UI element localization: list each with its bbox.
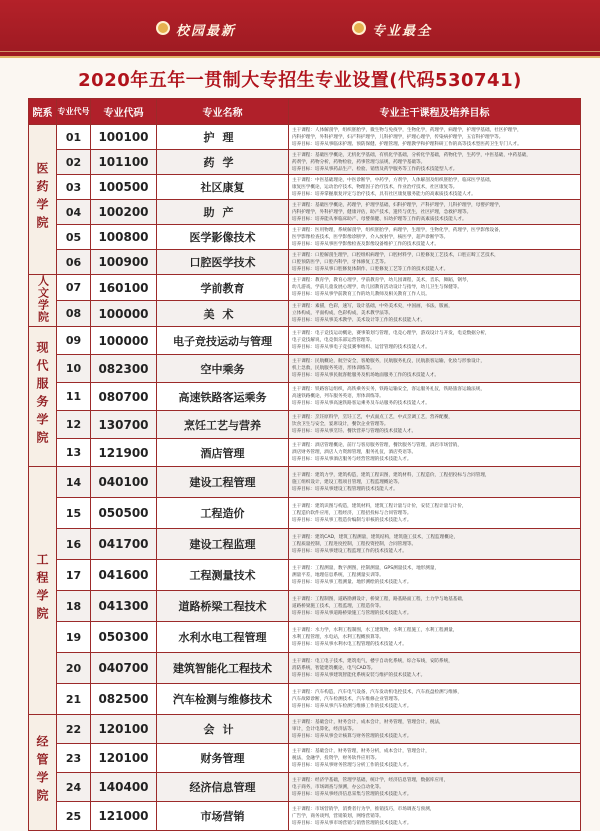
description-line: 主干课程：铁路客运组织，高铁乘务实务，铁路运输安全，客运服务礼仪，铁路旅客运输法规， — [292, 387, 485, 392]
program-description — [289, 467, 581, 498]
description-line: 康复医学概论，运动治疗技术，物理因子治疗技术，作业治疗技术，社区康复等。 — [292, 184, 458, 190]
description-line: 培养目标：培养从事汽车检测与维修工作的技术技能人才。 — [292, 703, 412, 709]
program-code: 100900 — [91, 250, 157, 275]
description-line: 立体构成，平面构成，色彩构成，美术教学法等。 — [292, 311, 394, 316]
program-code: 120100 — [91, 715, 157, 744]
description-line: 培养目标：培养从事市场营销与销售管理的技术技能人才。 — [292, 820, 412, 826]
program-description — [289, 498, 581, 529]
program-number: 23 — [57, 744, 91, 773]
program-name: 汽车检测与维修技术 — [157, 684, 289, 715]
program-code: 121900 — [91, 439, 157, 467]
description-line: 测量平差，地理信息系统，工程测量实训等。 — [292, 572, 384, 578]
program-description — [289, 175, 581, 200]
description-line: 培养目标：培养从事高速铁路客运乘务及车站服务的技术技能人才。 — [292, 401, 430, 406]
program-name: 学前教育 — [157, 275, 289, 301]
description-line: 内科护理学，外科护理学，健康评估，助产技术，遗传与优生，社区护理，急救护理等。 — [292, 209, 472, 215]
program-number: 09 — [57, 327, 91, 355]
program-number: 24 — [57, 773, 91, 802]
description-line: 主干课程：人体解剖学，组织胚胎学，微生物与免疫学，生物化学，药理学，病理学，护理学基础，社区护理学， — [292, 127, 522, 133]
department-name: 工程学院 — [35, 553, 49, 625]
program-number: 19 — [57, 622, 91, 653]
table-row — [29, 383, 581, 411]
program-number: 07 — [57, 275, 91, 301]
program-code: 082500 — [91, 684, 157, 715]
table-row — [29, 355, 581, 383]
program-number: 06 — [57, 250, 91, 275]
description-line: 医学影像检查技术，医学影像诊断学，介入放射学，核医学，超声诊断学等。 — [292, 234, 449, 240]
program-name: 口腔医学技术 — [157, 250, 289, 275]
description-line: 道路桥梁施工技术，工程监理，工程造价等。 — [292, 603, 384, 609]
program-code: 041700 — [91, 529, 157, 560]
program-number: 22 — [57, 715, 91, 744]
program-code: 041600 — [91, 560, 157, 591]
program-number: 04 — [57, 200, 91, 225]
program-description — [289, 684, 581, 715]
table-row — [29, 125, 581, 150]
program-code: 041300 — [91, 591, 157, 622]
department-cell — [29, 125, 57, 275]
description-line: 口腔预防医学，口腔内科学，牙体修复工艺等。 — [292, 259, 389, 265]
table-row — [29, 744, 581, 773]
program-name: 助产 — [157, 200, 289, 225]
description-line: 内科护理学，外科护理学，妇产科护理学，儿科护理学，护理心理学，传染病护理学，五官科护理学等。 — [292, 134, 504, 140]
description-line: 汽车故障诊断，汽车检测技术，汽车维修企业管理等。 — [292, 696, 403, 702]
program-description — [289, 591, 581, 622]
table-row — [29, 773, 581, 802]
program-description — [289, 150, 581, 175]
program-name: 建筑智能化工程技术 — [157, 653, 289, 684]
program-description — [289, 125, 581, 150]
program-number: 01 — [57, 125, 91, 150]
program-description — [289, 327, 581, 355]
program-code: 100800 — [91, 225, 157, 250]
program-description — [289, 411, 581, 439]
description-line: 主干课程：工程测量，数字测图，控制测量，GPS测量技术，地形测量， — [292, 565, 440, 571]
bullet-icon — [156, 21, 170, 35]
department-cell — [29, 467, 57, 715]
program-name: 经济信息管理 — [157, 773, 289, 802]
description-line: 主干课程：建筑识图与构造，建筑材料，建筑工程计量与计价，安装工程计量与计价， — [292, 503, 467, 509]
description-line: 主干课程：经济学基础，管理学基础，统计学，经济信息管理，数据库应用， — [292, 777, 449, 783]
program-number: 11 — [57, 383, 91, 411]
description-line: 主干课程：中医基础理论，中医诊断学，中药学，方剂学，人体解剖及组织胚胎学，临床医学基础， — [292, 177, 495, 183]
description-line: 饮食卫生与安全，宴席设计，餐饮企业管理等。 — [292, 422, 389, 427]
program-name: 医学影像技术 — [157, 225, 289, 250]
program-code: 121000 — [91, 802, 157, 831]
description-line: 药剂学，药物分析，药物检验，药事管理与法规，药理学基础等。 — [292, 159, 426, 165]
table-row — [29, 684, 581, 715]
program-number: 14 — [57, 467, 91, 498]
description-line: 幼儿游戏，学前儿童发展心理学，幼儿园教育活动设计与指导，幼儿卫生与保健等。 — [292, 285, 462, 290]
description-line: 培养目标：培养从事建设工程监理工作的技术技能人才。 — [292, 548, 407, 554]
program-name: 市场营销 — [157, 802, 289, 831]
description-line: 主干课程：水力学，水利工程制图，水工建筑物，水利工程施工，水利工程测量， — [292, 627, 458, 633]
page-title: 2020年五年一贯制大专招生专业设置(代码530741) — [78, 70, 522, 91]
column-header-program-no: 专业代号 — [57, 99, 91, 125]
program-code: 080700 — [91, 383, 157, 411]
program-number: 02 — [57, 150, 91, 175]
table-header-row — [29, 99, 581, 125]
description-line: 主干课程：烹饪原料学，烹饪工艺，中式面点工艺，中式烹调工艺，营养配餐， — [292, 415, 453, 420]
table-row — [29, 529, 581, 560]
column-header-program-code: 专业代码 — [91, 99, 157, 125]
program-code: 100200 — [91, 200, 157, 225]
description-line: 培养目标：培养从事民航客舱服务及机场地面服务工作的技术技能人才。 — [292, 373, 440, 378]
description-line: 培养目标：培养从事建设工程管理的技术技能人才。 — [292, 486, 398, 492]
program-description — [289, 715, 581, 744]
description-line: 培养目标：培养从事水利水电工程管理的技术技能人才。 — [292, 641, 407, 647]
description-line: 培养目标：培养从事经济信息采集与管理的技术技能人才。 — [292, 791, 412, 797]
table-row — [29, 591, 581, 622]
program-number: 18 — [57, 591, 91, 622]
program-code: 082300 — [91, 355, 157, 383]
description-line: 培养目标：培养从事医学影像检查及影像设备维护工作的技术技能人才。 — [292, 241, 440, 247]
description-line: 工程质量控制，工程进度控制，工程投资控制，合同管理等。 — [292, 541, 417, 547]
program-name: 电子竞技运动与管理 — [157, 327, 289, 355]
description-line: 培养目标：培养掌握康复评定与治疗技术，具有社区康复服务能力的高素质技术技能人才。 — [292, 191, 476, 197]
program-code: 120100 — [91, 744, 157, 773]
program-table — [28, 98, 581, 831]
description-line: 广告学，商务谈判，营销策划，网络营销等。 — [292, 813, 384, 819]
table-row — [29, 653, 581, 684]
description-line: 培养目标：培养从事财务管理与分析工作的技术技能人才。 — [292, 762, 412, 768]
description-line: 主干课程：基础医学概论，药理学，护理学基础，妇科护理学，产科护理学，儿科护理学，母婴护理学， — [292, 202, 504, 208]
bullet-icon — [352, 21, 366, 35]
program-number: 12 — [57, 411, 91, 439]
description-line: 培养目标：培养从事工程造价编制与审核的技术技能人才。 — [292, 517, 412, 523]
program-name: 工程造价 — [157, 498, 289, 529]
program-description — [289, 301, 581, 327]
column-header-description: 专业主干课程及培养目标 — [289, 99, 581, 125]
department-cell — [29, 715, 57, 831]
program-description — [289, 439, 581, 467]
program-code: 050300 — [91, 622, 157, 653]
table-row — [29, 498, 581, 529]
description-line: 主干课程：基础会计，财务会计，成本会计，财务管理，管理会计，税法， — [292, 719, 444, 725]
table-row — [29, 301, 581, 327]
description-line: 主干课程：市场营销学，消费者行为学，推销技巧，市场调查与预测， — [292, 806, 435, 812]
table-row — [29, 439, 581, 467]
description-line: 主干课程：工程制图，道路勘测设计，桥梁工程，路基路面工程，土力学与地基基础， — [292, 596, 467, 602]
table-row — [29, 250, 581, 275]
description-line: 主干课程：基础医学概论，无机化学基础，有机化学基础，分析化学基础，药物化学，生药学，中医基础，中药基础， — [292, 152, 531, 158]
table-row — [29, 175, 581, 200]
program-code: 050500 — [91, 498, 157, 529]
header-left-label: 校园最新 — [176, 24, 237, 39]
program-number: 10 — [57, 355, 91, 383]
program-code: 100500 — [91, 175, 157, 200]
description-line: 主干课程：基础会计，财务管理，财务分析，成本会计，管理会计， — [292, 748, 430, 754]
description-line: 主干课程：教育学，教育心理学，学前教育学，幼儿园课程，美术，音乐，舞蹈，钢琴， — [292, 278, 472, 283]
program-code: 100100 — [91, 125, 157, 150]
description-line: 主干课程：素描，色彩，速写，设计基础，中外美术史，中国画，书法，版画， — [292, 304, 453, 309]
program-code: 101100 — [91, 150, 157, 175]
program-number: 13 — [57, 439, 91, 467]
description-line: 工程造价软件应用，工程经济，工程招投标与合同管理等。 — [292, 510, 412, 516]
program-code: 040100 — [91, 467, 157, 498]
program-name: 护理 — [157, 125, 289, 150]
table-row — [29, 802, 581, 831]
program-number: 21 — [57, 684, 91, 715]
department-name: 经管学院 — [35, 735, 49, 807]
program-description — [289, 529, 581, 560]
program-code: 040700 — [91, 653, 157, 684]
program-number: 05 — [57, 225, 91, 250]
program-description — [289, 383, 581, 411]
description-line: 主干课程：电子竞技运动概论，赛事策划与管理，电竞心理学，游戏设计与开发，电竞数据分析， — [292, 331, 490, 336]
program-name: 烹饪工艺与营养 — [157, 411, 289, 439]
description-line: 培养目标：培养从事临床护理、预防保健、护理管理、护理教学和护理科研工作的高等技术型医药卫生专门人才。 — [292, 141, 522, 147]
program-name: 水利水电工程管理 — [157, 622, 289, 653]
program-description — [289, 250, 581, 275]
program-description — [289, 773, 581, 802]
program-code: 160100 — [91, 275, 157, 301]
description-line: 培养目标：培养从事道路桥梁施工与管理的技术技能人才。 — [292, 610, 412, 616]
description-line: 主干课程：建筑CAD，建筑工程测量，建筑结构，建筑施工技术，工程监理概论， — [292, 534, 459, 540]
header-right-label: 专业最全 — [372, 24, 433, 39]
program-number: 25 — [57, 802, 91, 831]
description-line: 消防系统，智能建筑概论，电气CAD等。 — [292, 665, 376, 671]
description-line: 培养目标：培养从事建筑智能化系统安装与维护的技术技能人才。 — [292, 672, 426, 678]
description-line: 主干课程：建筑力学，建筑构造，建筑工程识图，建筑材料，工程造价，工程招投标与合同管理， — [292, 472, 490, 478]
program-number: 20 — [57, 653, 91, 684]
program-description — [289, 275, 581, 301]
description-line: 培养目标：培养从事美术教学、美术设计等工作的技术技能人才。 — [292, 318, 426, 323]
table-row — [29, 275, 581, 301]
description-line: 酒店财务管理，酒店人力资源管理，服务礼仪，酒店英语等。 — [292, 450, 417, 455]
program-number: 03 — [57, 175, 91, 200]
program-name: 工程测量技术 — [157, 560, 289, 591]
department-cell — [29, 275, 57, 327]
program-description — [289, 653, 581, 684]
description-line: 培养目标：培养能从事临床助产、母婴保健、妇幼护理等工作的高素质技术技能人才。 — [292, 216, 467, 222]
table-row — [29, 150, 581, 175]
program-code: 100000 — [91, 301, 157, 327]
table-row — [29, 715, 581, 744]
header-banner — [0, 0, 600, 58]
description-line: 主干课程：口腔解剖生理学，口腔组织病理学，口腔材料学，口腔修复工艺技术，口腔正畸工艺技术， — [292, 252, 499, 258]
description-line: 培养目标：培养从事烹饪、餐饮营养与管理的技术技能人才。 — [292, 429, 417, 434]
program-description — [289, 622, 581, 653]
program-code: 140400 — [91, 773, 157, 802]
column-header-department: 院系 — [29, 99, 57, 125]
program-code: 100000 — [91, 327, 157, 355]
program-description — [289, 200, 581, 225]
description-line: 培养目标：培养从事口腔修复体制作、口腔修复工艺等工作的技术技能人才。 — [292, 266, 449, 272]
column-header-program-name: 专业名称 — [157, 99, 289, 125]
program-description — [289, 355, 581, 383]
program-number: 08 — [57, 301, 91, 327]
description-line: 施工组织设计，建设工程项目管理，工程监理概论等。 — [292, 479, 403, 485]
table-row — [29, 411, 581, 439]
program-number: 15 — [57, 498, 91, 529]
department-cell — [29, 327, 57, 467]
table-row — [29, 200, 581, 225]
program-name: 社区康复 — [157, 175, 289, 200]
program-name: 高速铁路客运乘务 — [157, 383, 289, 411]
table-row — [29, 560, 581, 591]
program-name: 药学 — [157, 150, 289, 175]
table-row — [29, 327, 581, 355]
program-description — [289, 744, 581, 773]
program-name: 酒店管理 — [157, 439, 289, 467]
program-name: 空中乘务 — [157, 355, 289, 383]
department-name: 人文学院 — [36, 275, 50, 323]
department-name: 现代服务学院 — [35, 341, 49, 449]
description-line: 主干课程：医用物理，系统解剖学，组织胚胎学，病理学，生理学，生物化学，药理学，医学影像设备， — [292, 227, 504, 233]
program-name: 美术 — [157, 301, 289, 327]
program-name: 会计 — [157, 715, 289, 744]
department-name: 医药学院 — [35, 162, 49, 234]
description-line: 主干课程：酒店管理概论，前厅与客房服务管理，餐饮服务与管理，酒店市场营销， — [292, 443, 462, 448]
description-line: 电子竞技解说，电竞俱乐部运营管理等。 — [292, 338, 375, 343]
description-line: 电子商务，市场调查与预测，办公自动化等。 — [292, 784, 384, 790]
description-line: 审计，会计电算化，经济法等。 — [292, 726, 357, 732]
program-name: 道路桥梁工程技术 — [157, 591, 289, 622]
description-line: 高速铁路概论，列车服务英语，形体训练等。 — [292, 394, 384, 399]
description-line: 培养目标：培养从事电子竞技赛事组织、运营管理的技术技能人才。 — [292, 345, 430, 350]
program-description — [289, 560, 581, 591]
description-line: 水利工程管理，水电站，水利工程概预算等。 — [292, 634, 384, 640]
program-description — [289, 802, 581, 831]
description-line: 培养目标：培养从事药品生产、检验、销售及药学服务等工作的技术技能型人才。 — [292, 166, 458, 172]
program-name: 财务管理 — [157, 744, 289, 773]
description-line: 培养目标：培养从事酒店服务与经营管理的技术技能人才。 — [292, 457, 412, 462]
description-line: 培养目标：培养从事会计核算与财务管理的技术技能人才。 — [292, 733, 412, 739]
program-number: 17 — [57, 560, 91, 591]
program-code: 130700 — [91, 411, 157, 439]
description-line: 培养目标：培养从事学前教育工作的幼儿教师及相关教育工作人员。 — [292, 292, 430, 297]
table-row — [29, 622, 581, 653]
program-number: 16 — [57, 529, 91, 560]
program-name: 建设工程监理 — [157, 529, 289, 560]
program-name: 建设工程管理 — [157, 467, 289, 498]
description-line: 主干课程：汽车构造，汽车电气设备，汽车发动机电控技术，汽车底盘检测与维修， — [292, 689, 462, 695]
description-line: 税法，金融学，投资学，财务软件应用等。 — [292, 755, 380, 761]
description-line: 主干课程：电工电子技术，建筑电气，楼宇自动化系统，综合布线，安防系统， — [292, 658, 453, 664]
description-line: 主干课程：民航概论，航空安全，客舱服务，民航服务礼仪，民航旅客运输，化妆与形象设计， — [292, 359, 485, 364]
program-description — [289, 225, 581, 250]
table-row — [29, 467, 581, 498]
description-line: 培养目标：培养从事工程测量、地形测绘的技术技能人才。 — [292, 579, 412, 585]
description-line: 机上急救，民航服务英语，形体训练等。 — [292, 366, 375, 371]
table-row — [29, 225, 581, 250]
